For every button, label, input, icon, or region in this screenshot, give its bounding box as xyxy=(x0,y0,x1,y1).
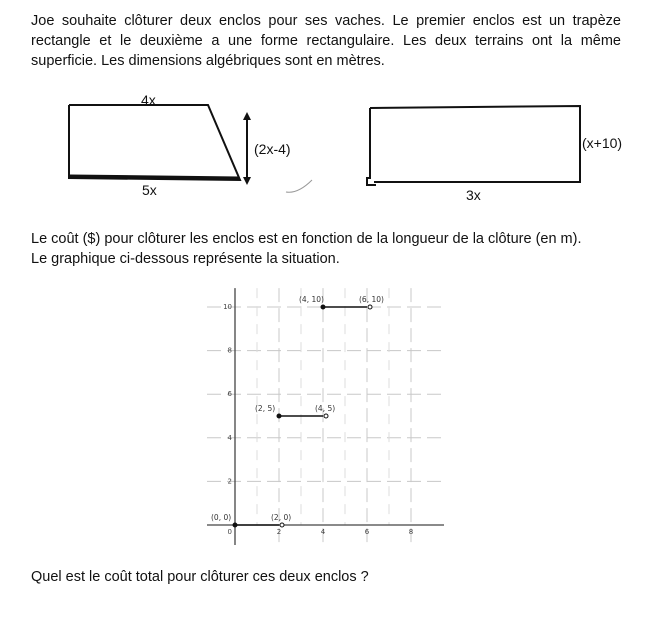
x-tick-label: 8 xyxy=(408,528,414,536)
y-tick-label: 4 xyxy=(227,433,232,442)
segment-end-point xyxy=(324,414,328,418)
x-tick-label: 4 xyxy=(320,528,326,536)
point-label: (0, 0) xyxy=(211,513,232,522)
problem-intro: Joe souhaite clôturer deux enclos pour ses vaches. Le premier enclos est un trapèze rectangle et le deuxième a une forme rectangulaire. Les deux terrains ont la même superficie. Les dimensions algébriques sont en mètres. xyxy=(31,13,621,69)
segment-start-point xyxy=(277,414,281,418)
x-tick-label: 2 xyxy=(276,528,282,536)
segment-end-point xyxy=(368,305,372,309)
graph-segments xyxy=(233,305,372,527)
point-label: (6, 10) xyxy=(359,295,384,304)
y-tick-label: 8 xyxy=(227,346,232,355)
graph-tick-labels xyxy=(223,303,413,536)
point-label: (2, 5) xyxy=(255,404,276,413)
y-tick-label: 6 xyxy=(227,390,232,399)
trapezoid-bottom-label: 5x xyxy=(142,182,157,198)
point-label: (4, 5) xyxy=(315,404,336,413)
y-tick-label: 10 xyxy=(223,303,232,311)
segment-end-point xyxy=(280,523,284,527)
graph-point-labels xyxy=(211,295,384,522)
rectangle-side-label: (x+10) xyxy=(582,135,623,151)
segment-start-point xyxy=(233,523,237,527)
trapezoid-height-label: (2x-4) xyxy=(254,141,291,157)
segment-start-point xyxy=(321,305,325,309)
rectangle-bottom-label: 3x xyxy=(466,187,481,203)
point-label: (4, 10) xyxy=(299,295,324,304)
trapezoid-top-label: 4x xyxy=(141,92,156,108)
cost-text-line-2: Le graphique ci-dessous représente la situation. xyxy=(31,251,340,267)
cost-text-line-1: Le coût ($) pour clôturer les enclos est en fonction de la longueur de la clôture (en m). xyxy=(31,231,582,247)
y-tick-label: 2 xyxy=(227,477,232,486)
question: Quel est le coût total pour clôturer ces deux enclos ? xyxy=(31,569,369,585)
origin-label: 0 xyxy=(227,528,232,536)
point-label: (2, 0) xyxy=(271,513,292,522)
x-tick-label: 6 xyxy=(364,528,370,536)
